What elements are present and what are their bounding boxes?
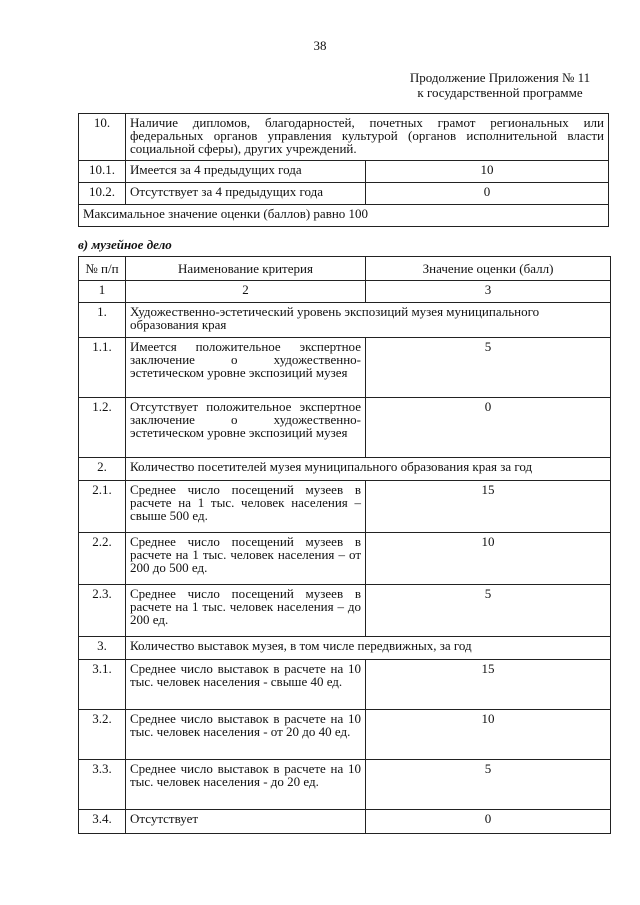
section-title: в) музейное дело xyxy=(78,237,172,252)
museum-criteria-table xyxy=(78,256,611,834)
row-number: 1. xyxy=(79,303,126,338)
header-criterion: Наименование критерия xyxy=(126,257,366,281)
score-value: 15 xyxy=(366,660,611,710)
row-number: 1.1. xyxy=(79,338,126,398)
criterion-text: Имеется положительное экспертное заключение о художественно-эстетическом уровне экспозиций музея xyxy=(126,338,366,398)
table-row xyxy=(79,533,611,585)
criterion-text: Отсутствует положительное экспертное заключение о художественно-эстетическом уровне экспозиций музея xyxy=(126,398,366,458)
row-number: 1.2. xyxy=(79,398,126,458)
max-score-note: Максимальное значение оценки (баллов) равно 100 xyxy=(79,205,609,227)
criterion-text: Среднее число посещений музеев в расчете на 1 тыс. человек населения – свыше 500 ед. xyxy=(126,481,366,533)
table-row xyxy=(79,760,611,810)
criterion-text: Среднее число выставок в расчете на 10 тыс. человек населения - от 20 до 40 ед. xyxy=(126,710,366,760)
index-cell: 1 xyxy=(79,281,126,303)
score-value: 15 xyxy=(366,481,611,533)
table-row xyxy=(79,398,611,458)
table-row xyxy=(79,458,611,481)
criterion-text: Отсутствует xyxy=(126,810,366,834)
index-cell: 2 xyxy=(126,281,366,303)
criterion-text: Имеется за 4 предыдущих года xyxy=(126,161,366,183)
top-criteria-table xyxy=(78,113,609,227)
table-row xyxy=(79,660,611,710)
index-row xyxy=(79,281,611,303)
table-header-row xyxy=(79,257,611,281)
criterion-text: Художественно-эстетический уровень экспозиций музея муниципального образования края xyxy=(126,303,611,338)
criterion-text: Отсутствует за 4 предыдущих года xyxy=(126,183,366,205)
table-row xyxy=(79,205,609,227)
header-number: № п/п xyxy=(79,257,126,281)
row-number: 2.3. xyxy=(79,585,126,637)
appendix-line-1: Продолжение Приложения № 11 xyxy=(409,70,591,85)
header-score: Значение оценки (балл) xyxy=(366,257,611,281)
row-number: 2.1. xyxy=(79,481,126,533)
score-value: 5 xyxy=(366,585,611,637)
table-row xyxy=(79,637,611,660)
appendix-line-2: к государственной программе xyxy=(417,85,583,100)
table-row xyxy=(79,338,611,398)
row-number: 10. xyxy=(79,114,126,161)
appendix-heading xyxy=(400,70,600,100)
row-number: 10.1. xyxy=(79,161,126,183)
score-value: 0 xyxy=(366,398,611,458)
table-row xyxy=(79,585,611,637)
score-value: 10 xyxy=(366,533,611,585)
criterion-text: Количество посетителей музея муниципального образования края за год xyxy=(126,458,611,481)
row-number: 2. xyxy=(79,458,126,481)
score-value: 5 xyxy=(366,338,611,398)
score-value: 10 xyxy=(366,710,611,760)
table-row xyxy=(79,303,611,338)
row-number: 3. xyxy=(79,637,126,660)
criterion-text: Среднее число посещений музеев в расчете на 1 тыс. человек населения – до 200 ед. xyxy=(126,585,366,637)
criterion-text: Среднее число выставок в расчете на 10 тыс. человек населения - свыше 40 ед. xyxy=(126,660,366,710)
criterion-text: Среднее число посещений музеев в расчете на 1 тыс. человек населения – от 200 до 500 ед. xyxy=(126,533,366,585)
page-number: 38 xyxy=(313,38,327,53)
table-row xyxy=(79,810,611,834)
row-number: 10.2. xyxy=(79,183,126,205)
score-value: 0 xyxy=(366,810,611,834)
score-value: 5 xyxy=(366,760,611,810)
score-value: 10 xyxy=(366,161,609,183)
score-value: 0 xyxy=(366,183,609,205)
criterion-text: Среднее число выставок в расчете на 10 тыс. человек населения - до 20 ед. xyxy=(126,760,366,810)
row-number: 3.1. xyxy=(79,660,126,710)
row-number: 3.2. xyxy=(79,710,126,760)
table-row xyxy=(79,114,609,161)
row-number: 3.4. xyxy=(79,810,126,834)
row-number: 2.2. xyxy=(79,533,126,585)
table-row xyxy=(79,183,609,205)
row-number: 3.3. xyxy=(79,760,126,810)
criterion-text: Количество выставок музея, в том числе передвижных, за год xyxy=(126,637,611,660)
table-row xyxy=(79,710,611,760)
index-cell: 3 xyxy=(366,281,611,303)
criterion-text: Наличие дипломов, благодарностей, почетных грамот региональных или федеральных органов управления культурой (органов исполнительной власти социальной сферы), других учреждений. xyxy=(126,114,609,161)
table-row xyxy=(79,481,611,533)
table-row xyxy=(79,161,609,183)
